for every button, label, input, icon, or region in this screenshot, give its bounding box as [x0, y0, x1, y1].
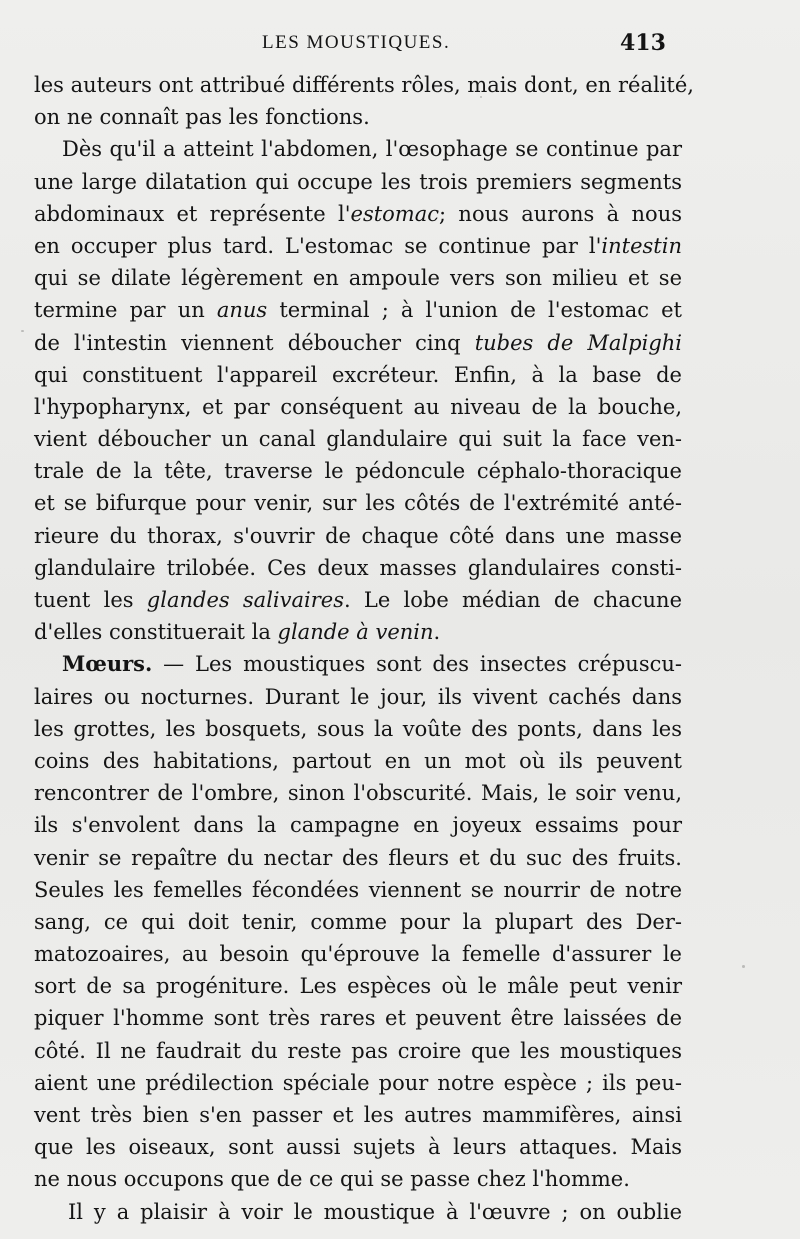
text-line: d'elles constituerait la glande à venin. — [34, 620, 441, 645]
page-header — [0, 30, 800, 60]
text-line: tuent les glandes salivaires. Le lobe médian de chacune — [34, 588, 682, 612]
text-line: piquer l'homme sont très rares et peuvent être laissées de — [34, 1006, 682, 1031]
print-speck — [480, 96, 482, 98]
text-line: trale de la tête, traverse le pédoncule céphalo-thoracique — [34, 459, 682, 484]
text-line: on ne connaît pas les fonctions. — [34, 105, 370, 130]
italic-term: intestin — [601, 233, 682, 258]
text-line: côté. Il ne faudrait du reste pas croire que les moustiques — [34, 1038, 682, 1063]
text-line: abdominaux et représente l'estomac; nous aurons à nous — [34, 201, 683, 226]
text-line: rencontrer de l'ombre, sinon l'obscurité. Mais, le soir venu, — [34, 781, 682, 806]
paragraph-anatomy-start: Dès qu'il a atteint l'abdomen, l'œsophage se continue par — [62, 137, 682, 162]
text-line: ils s'envolent dans la campagne en joyeux essaims pour — [34, 813, 682, 838]
text-line: les auteurs ont attribué différents rôles, mais dont, en réalité, — [34, 73, 694, 97]
text-line: qui se dilate légèrement en ampoule vers son milieu et se — [34, 266, 682, 291]
text-line: Seules les femelles fécondées viennent se nourrir de notre — [34, 877, 682, 902]
italic-term: glande à venin — [277, 620, 434, 645]
text-line: les grottes, les bosquets, sous la voûte des ponts, dans les — [34, 716, 682, 741]
text-line: rieure du thorax, s'ouvrir de chaque côté dans une masse — [34, 523, 682, 548]
text-line: vent très bien s'en passer et les autres mammifères, ainsi — [34, 1103, 682, 1127]
text-line: sort de sa progéniture. Les espèces où le mâle peut venir — [34, 974, 682, 999]
text-line: aient une prédilection spéciale pour notre espèce ; ils peu- — [34, 1070, 682, 1095]
text-line: vient déboucher un canal glandulaire qui suit la face ven- — [34, 427, 682, 452]
text-line: termine par un anus terminal ; à l'union de l'estomac et — [34, 298, 682, 323]
page-number: 413 — [620, 30, 666, 56]
text-line: sang, ce qui doit tenir, comme pour la plupart des Der- — [34, 909, 682, 934]
print-speck — [742, 965, 745, 968]
italic-term: tubes de Malpighi — [474, 330, 682, 355]
paragraph-moeurs-start: Mœurs. — Les moustiques sont des insectes crépuscu- — [62, 651, 682, 677]
italic-term: anus — [216, 298, 268, 323]
text-line: de l'intestin viennent déboucher cinq tubes de Malpighi — [34, 330, 682, 355]
print-speck — [21, 330, 24, 332]
italic-term: glandes salivaires — [146, 588, 344, 612]
italic-term: estomac — [350, 201, 439, 226]
text-line: matozoaires, au besoin qu'éprouve la femelle d'assurer le — [34, 942, 682, 967]
body-text — [34, 69, 694, 1228]
text-line: une large dilatation qui occupe les trois premiers segments — [34, 169, 682, 194]
text-line: laires ou nocturnes. Durant le jour, ils vivent cachés dans — [34, 684, 682, 709]
running-title: LES MOUSTIQUES. — [262, 32, 451, 53]
paragraph-continued: Il y a plaisir à voir le moustique à l'œuvre ; on oublie — [68, 1199, 682, 1224]
text-line: et se bifurque pour venir, sur les côtés de l'extrémité anté- — [34, 491, 682, 516]
text-line: qui constituent l'appareil excréteur. Enfin, à la base de — [34, 362, 682, 387]
text-line: en occuper plus tard. L'estomac se continue par l'intestin — [34, 233, 682, 258]
text-line: ne nous occupons que de ce qui se passe chez l'homme. — [34, 1167, 630, 1192]
text-line: glandulaire trilobée. Ces deux masses glandulaires consti- — [34, 555, 682, 580]
text-line: que les oiseaux, sont aussi sujets à leurs attaques. Mais — [34, 1135, 682, 1160]
text-line: coins des habitations, partout en un mot où ils peuvent — [34, 748, 682, 773]
text-line: l'hypopharynx, et par conséquent au niveau de la bouche, — [34, 394, 682, 419]
text-line: venir se repaître du nectar des fleurs et du suc des fruits. — [34, 845, 682, 870]
section-heading-moeurs: Mœurs. — [62, 651, 153, 677]
